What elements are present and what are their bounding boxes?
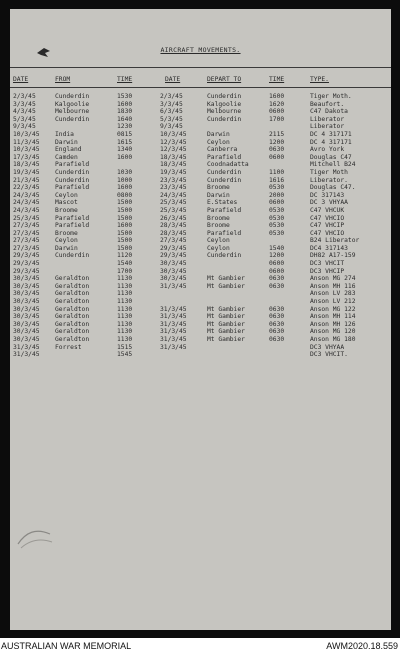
table-row [10, 101, 391, 109]
cell-date-out: 26/3/45 [160, 214, 187, 222]
table-row [10, 222, 391, 230]
cell-time-in: 1500 [117, 244, 133, 252]
table-row [10, 161, 391, 169]
cell-time-in: 1500 [117, 229, 133, 237]
cell-time-out: 0630 [269, 146, 285, 154]
cell-date-in: 9/3/45 [13, 123, 36, 131]
cell-time-out: 1600 [269, 93, 285, 100]
table-row [10, 268, 391, 276]
cell-date-out: 29/3/45 [160, 252, 187, 260]
table-row [10, 252, 391, 260]
cell-from: England [55, 146, 82, 154]
cell-aircraft-type: DC 4 317171 [310, 138, 352, 146]
cell-aircraft-type: B24 Liberator [310, 237, 360, 245]
column-header-time-out: TIME [269, 76, 285, 83]
table-row [10, 139, 391, 147]
cell-from: Ceylon [55, 191, 78, 199]
cell-date-in: 30/3/45 [13, 305, 40, 313]
cell-time-in: 1500 [117, 214, 133, 222]
table-row [10, 283, 391, 291]
cell-depart-to: E.States [207, 199, 238, 207]
cell-time-in: 1340 [117, 146, 133, 154]
cell-time-out: 2000 [269, 191, 285, 199]
column-header-type: TYPE. [310, 76, 329, 83]
cell-date-in: 3/3/45 [13, 100, 36, 108]
cell-from: Parafield [55, 161, 90, 169]
cell-from: India [55, 130, 74, 138]
cell-aircraft-type: Liberator. [310, 176, 348, 184]
cell-time-out: 1200 [269, 138, 285, 146]
cell-date-out: 27/3/45 [160, 237, 187, 245]
cell-aircraft-type: Anson MH 114 [310, 313, 356, 321]
cell-depart-to: Cunderdin [207, 168, 242, 176]
table-row [10, 199, 391, 207]
cell-date-in: 24/3/45 [13, 206, 40, 214]
column-header-date: DATE [13, 76, 29, 83]
cell-date-out: 31/3/45 [160, 305, 187, 313]
cell-date-in: 27/3/45 [13, 237, 40, 245]
cell-time-out: 1200 [269, 252, 285, 260]
cell-date-out: 10/3/45 [160, 130, 187, 138]
cell-time-out: 1700 [269, 115, 285, 123]
table-row [10, 146, 391, 154]
cell-time-out: 0530 [269, 206, 285, 214]
cell-date-in: 30/3/45 [13, 313, 40, 321]
cell-aircraft-type: Anson MG 122 [310, 305, 356, 313]
cell-date-in: 27/3/45 [13, 244, 40, 252]
column-header-date-out: DATE [165, 76, 181, 83]
cell-from: Broome [55, 206, 78, 214]
cell-date-in: 22/3/45 [13, 184, 40, 192]
column-header-from: FROM [55, 76, 71, 83]
cell-aircraft-type: DC 3 VHYAA [310, 199, 348, 207]
table-row [10, 169, 391, 177]
cell-depart-to: Parafield [207, 229, 242, 237]
cell-time-out: 0530 [269, 229, 285, 237]
cell-date-out: 18/3/45 [160, 161, 187, 169]
cell-time-in: 1130 [117, 328, 133, 336]
cell-from: Melbourne [55, 108, 90, 116]
cell-depart-to: Mt Gambier [207, 275, 245, 283]
cell-aircraft-type: DC 317143 [310, 191, 345, 199]
cell-time-in: 1500 [117, 199, 133, 207]
cell-date-in: 29/3/45 [13, 252, 40, 260]
cell-from: Ceylon [55, 237, 78, 245]
cell-date-in: 27/3/45 [13, 229, 40, 237]
cell-date-out: 25/3/45 [160, 206, 187, 214]
cell-depart-to: Parafield [207, 206, 242, 214]
cell-date-out: 30/3/45 [160, 267, 187, 275]
cell-aircraft-type: Liberator [310, 123, 345, 131]
cell-date-in: 24/3/45 [13, 191, 40, 199]
cell-date-in: 17/3/45 [13, 153, 40, 161]
table-row [10, 328, 391, 336]
table-row [10, 298, 391, 306]
cell-date-out: 31/3/45 [160, 313, 187, 321]
cell-aircraft-type: C47 VHCIO [310, 214, 345, 222]
cell-time-in: 1130 [117, 305, 133, 313]
column-header-time: TIME [117, 76, 133, 83]
cell-date-out: 5/3/45 [160, 115, 183, 123]
cell-aircraft-type: DC3 VHCIT. [310, 351, 348, 359]
table-row [10, 123, 391, 131]
cell-date-out: 30/3/45 [160, 260, 187, 268]
cell-time-out: 0600 [269, 199, 285, 207]
cell-time-out: 1100 [269, 168, 285, 176]
cell-time-in: 1130 [117, 282, 133, 290]
cell-depart-to: Mt Gambier [207, 336, 245, 343]
cell-time-in: 1030 [117, 168, 133, 176]
cell-depart-to: Broome [207, 214, 230, 222]
cell-from: Geraldton [55, 282, 90, 290]
cell-depart-to: Broome [207, 184, 230, 192]
cell-date-in: 30/3/45 [13, 298, 40, 306]
cell-time-in: 1130 [117, 336, 133, 343]
cell-from: Geraldton [55, 320, 90, 328]
table-row [10, 313, 391, 321]
table-row [10, 116, 391, 124]
cell-time-in: 1700 [117, 267, 133, 275]
cell-time-in: 1120 [117, 252, 133, 260]
cell-time-in: 1130 [117, 298, 133, 306]
cell-time-out: 0630 [269, 320, 285, 328]
cell-time-out: 0630 [269, 313, 285, 321]
cell-date-out: 3/3/45 [160, 100, 183, 108]
cell-depart-to: Mt Gambier [207, 313, 245, 321]
cell-date-out: 31/3/45 [160, 328, 187, 336]
staple-mark [16, 522, 56, 552]
table-row [10, 192, 391, 200]
cell-time-out: 0530 [269, 184, 285, 192]
cell-date-out: 6/3/45 [160, 108, 183, 116]
table-row [10, 321, 391, 329]
cell-time-out: 0600 [269, 260, 285, 268]
cell-date-out: 18/3/45 [160, 153, 187, 161]
cell-date-in: 4/3/45 [13, 108, 36, 116]
cell-aircraft-type: Mitchell B24 [310, 161, 356, 169]
cell-aircraft-type: Avro York [310, 146, 345, 154]
cell-from: Geraldton [55, 305, 90, 313]
header-rule-bottom [10, 87, 391, 88]
cell-depart-to: Mt Gambier [207, 320, 245, 328]
cell-time-in: 1640 [117, 115, 133, 123]
cell-date-out: 23/3/45 [160, 184, 187, 192]
cell-time-out: 0600 [269, 153, 285, 161]
cell-date-in: 30/3/45 [13, 290, 40, 298]
cell-date-out: 12/3/45 [160, 138, 187, 146]
cell-date-in: 29/3/45 [13, 260, 40, 268]
cell-depart-to: Mt Gambier [207, 305, 245, 313]
cell-date-out: 24/3/45 [160, 191, 187, 199]
cell-time-in: 1000 [117, 176, 133, 184]
cell-from: Kalgoolie [55, 100, 90, 108]
cell-date-in: 25/3/45 [13, 214, 40, 222]
cell-date-out: 28/3/45 [160, 229, 187, 237]
cell-depart-to: Cunderdin [207, 252, 242, 260]
table-row [10, 177, 391, 185]
cell-from: Broome [55, 229, 78, 237]
cell-aircraft-type: C47 VHCIP [310, 222, 345, 230]
cell-aircraft-type: DC3 VHCIT [310, 260, 345, 268]
cell-date-in: 18/3/45 [13, 161, 40, 169]
cell-date-out: 29/3/45 [160, 244, 187, 252]
cell-date-out: 28/3/45 [160, 222, 187, 230]
cell-date-in: 19/3/45 [13, 168, 40, 176]
cell-aircraft-type: Anson MG 180 [310, 336, 356, 343]
table-row [10, 207, 391, 215]
cell-aircraft-type: C47 Dakota [310, 108, 348, 116]
cell-aircraft-type: DH82 A17-159 [310, 252, 356, 260]
cell-date-in: 31/3/45 [13, 351, 40, 359]
cell-time-out: 0630 [269, 336, 285, 343]
cell-depart-to: Canberra [207, 146, 238, 154]
cell-time-out: 2115 [269, 130, 285, 138]
cell-time-in: 1830 [117, 108, 133, 116]
cell-time-in: 1130 [117, 320, 133, 328]
cell-depart-to: Ceylon [207, 237, 230, 245]
cell-aircraft-type: C47 VHCIO [310, 229, 345, 237]
cell-time-out: 1540 [269, 244, 285, 252]
table-row [10, 154, 391, 162]
cell-aircraft-type: Anson MH 116 [310, 282, 356, 290]
cell-date-in: 30/3/45 [13, 320, 40, 328]
document-page [10, 9, 391, 630]
cell-aircraft-type: DC3 VHCIP [310, 267, 345, 275]
cell-date-in: 24/3/45 [13, 199, 40, 207]
cell-depart-to: Darwin [207, 130, 230, 138]
cell-time-in: 1500 [117, 206, 133, 214]
table-row [10, 215, 391, 223]
cell-date-in: 10/3/45 [13, 146, 40, 154]
cell-aircraft-type: DC3 VHYAA [310, 343, 345, 351]
footer-institution: AUSTRALIAN WAR MEMORIAL [1, 641, 132, 651]
cell-aircraft-type: Anson MH 126 [310, 320, 356, 328]
column-header-depart-to: DEPART TO [207, 76, 242, 83]
cell-date-out: 2/3/45 [160, 93, 183, 100]
cell-from: Parafield [55, 222, 90, 230]
cell-date-in: 31/3/45 [13, 343, 40, 351]
cell-time-out: 0630 [269, 328, 285, 336]
table-row [10, 245, 391, 253]
cell-time-out: 0530 [269, 214, 285, 222]
cell-date-out: 19/3/45 [160, 168, 187, 176]
cell-depart-to: Cunderdin [207, 115, 242, 123]
cell-depart-to: Mt Gambier [207, 328, 245, 336]
table-row [10, 290, 391, 298]
table-row [10, 336, 391, 344]
cell-time-out: 1620 [269, 100, 285, 108]
cell-date-out: 31/3/45 [160, 336, 187, 343]
cell-time-in: 1230 [117, 123, 133, 131]
table-row [10, 344, 391, 352]
cell-aircraft-type: Tiger Moth. [310, 93, 352, 100]
cell-date-in: 11/3/45 [13, 138, 40, 146]
cell-depart-to: Melbourne [207, 108, 242, 116]
cell-aircraft-type: Anson MG 120 [310, 328, 356, 336]
table-row [10, 351, 391, 359]
table-row [10, 237, 391, 245]
cell-time-out: 0630 [269, 305, 285, 313]
cell-time-in: 1130 [117, 313, 133, 321]
cell-aircraft-type: DC4 317143 [310, 244, 348, 252]
cell-aircraft-type: Liberator [310, 115, 345, 123]
cell-date-out: 23/3/45 [160, 176, 187, 184]
cell-time-in: 1600 [117, 153, 133, 161]
header-rule-top [10, 67, 391, 68]
cell-date-in: 5/3/45 [13, 115, 36, 123]
cell-time-out: 0530 [269, 222, 285, 230]
cell-aircraft-type: Douglas C47. [310, 184, 356, 192]
cell-from: Cunderdin [55, 115, 90, 123]
cell-date-in: 30/3/45 [13, 328, 40, 336]
cell-date-out: 9/3/45 [160, 123, 183, 131]
cell-time-in: 1130 [117, 275, 133, 283]
table-row [10, 184, 391, 192]
cell-date-out: 12/3/45 [160, 146, 187, 154]
document-title: AIRCRAFT MOVEMENTS. [160, 46, 241, 54]
cell-from: Geraldton [55, 336, 90, 343]
cell-depart-to: Parafield [207, 153, 242, 161]
cell-date-in: 30/3/45 [13, 282, 40, 290]
cell-aircraft-type: Anson LV 283 [310, 290, 356, 298]
cell-from: Cunderdin [55, 252, 90, 260]
cell-from: Parafield [55, 214, 90, 222]
cell-date-out: 30/3/45 [160, 275, 187, 283]
cell-depart-to: Coodnadatta [207, 161, 249, 169]
cell-from: Cunderdin [55, 168, 90, 176]
table-row [10, 93, 391, 101]
cell-date-in: 29/3/45 [13, 267, 40, 275]
cell-time-out: 1616 [269, 176, 285, 184]
cell-from: Geraldton [55, 290, 90, 298]
cell-date-out: 31/3/45 [160, 320, 187, 328]
cell-time-in: 1130 [117, 290, 133, 298]
cell-date-in: 21/3/45 [13, 176, 40, 184]
cell-date-out: 31/3/45 [160, 343, 187, 351]
cell-depart-to: Ceylon [207, 138, 230, 146]
cell-date-out: 25/3/45 [160, 199, 187, 207]
cell-time-in: 1500 [117, 237, 133, 245]
table-row [10, 306, 391, 314]
cell-date-in: 30/3/45 [13, 275, 40, 283]
cell-depart-to: Mt Gambier [207, 282, 245, 290]
cell-time-in: 1515 [117, 343, 133, 351]
cell-date-in: 27/3/45 [13, 222, 40, 230]
cell-from: Geraldton [55, 298, 90, 306]
cell-time-in: 1540 [117, 260, 133, 268]
cell-date-in: 30/3/45 [13, 336, 40, 343]
footer-accession-number: AWM2020.18.559 [326, 641, 398, 651]
table-row [10, 230, 391, 238]
cell-time-in: 1600 [117, 184, 133, 192]
cell-aircraft-type: Tiger Moth [310, 168, 348, 176]
cell-time-in: 1600 [117, 222, 133, 230]
cell-from: Cunderdin [55, 176, 90, 184]
cell-time-out: 0600 [269, 267, 285, 275]
cell-time-in: 1545 [117, 351, 133, 359]
cell-aircraft-type: Anson LV 212 [310, 298, 356, 306]
movements-table [10, 93, 391, 359]
cell-depart-to: Kalgoolie [207, 100, 242, 108]
cell-aircraft-type: Anson MG 274 [310, 275, 356, 283]
cell-depart-to: Cunderdin [207, 176, 242, 184]
cell-aircraft-type: C47 VHCUK [310, 206, 345, 214]
table-row [10, 260, 391, 268]
cell-from: Darwin [55, 138, 78, 146]
cell-depart-to: Cunderdin [207, 93, 242, 100]
cell-time-in: 0800 [117, 191, 133, 199]
cell-depart-to: Ceylon [207, 244, 230, 252]
cell-time-in: 1530 [117, 93, 133, 100]
cell-from: Geraldton [55, 275, 90, 283]
cell-time-in: 0815 [117, 130, 133, 138]
cell-from: Parafield [55, 184, 90, 192]
cell-from: Darwin [55, 244, 78, 252]
cell-from: Camden [55, 153, 78, 161]
cell-from: Forrest [55, 343, 82, 351]
cell-aircraft-type: DC 4 317171 [310, 130, 352, 138]
cell-time-out: 0630 [269, 282, 285, 290]
cell-time-in: 1615 [117, 138, 133, 146]
cell-date-in: 2/3/45 [13, 93, 36, 100]
cell-depart-to: Broome [207, 222, 230, 230]
cell-from: Geraldton [55, 313, 90, 321]
cell-time-out: 0600 [269, 108, 285, 116]
cell-date-in: 10/3/45 [13, 130, 40, 138]
cell-aircraft-type: Beaufort. [310, 100, 345, 108]
cell-aircraft-type: Douglas C47 [310, 153, 352, 161]
cell-time-out: 0630 [269, 275, 285, 283]
cell-date-out: 31/3/45 [160, 282, 187, 290]
table-row [10, 275, 391, 283]
cell-time-in: 1600 [117, 100, 133, 108]
cell-from: Cunderdin [55, 93, 90, 100]
cell-from: Geraldton [55, 328, 90, 336]
cell-from: Mascot [55, 199, 78, 207]
cell-depart-to: Darwin [207, 191, 230, 199]
table-row [10, 131, 391, 139]
table-row [10, 108, 391, 116]
